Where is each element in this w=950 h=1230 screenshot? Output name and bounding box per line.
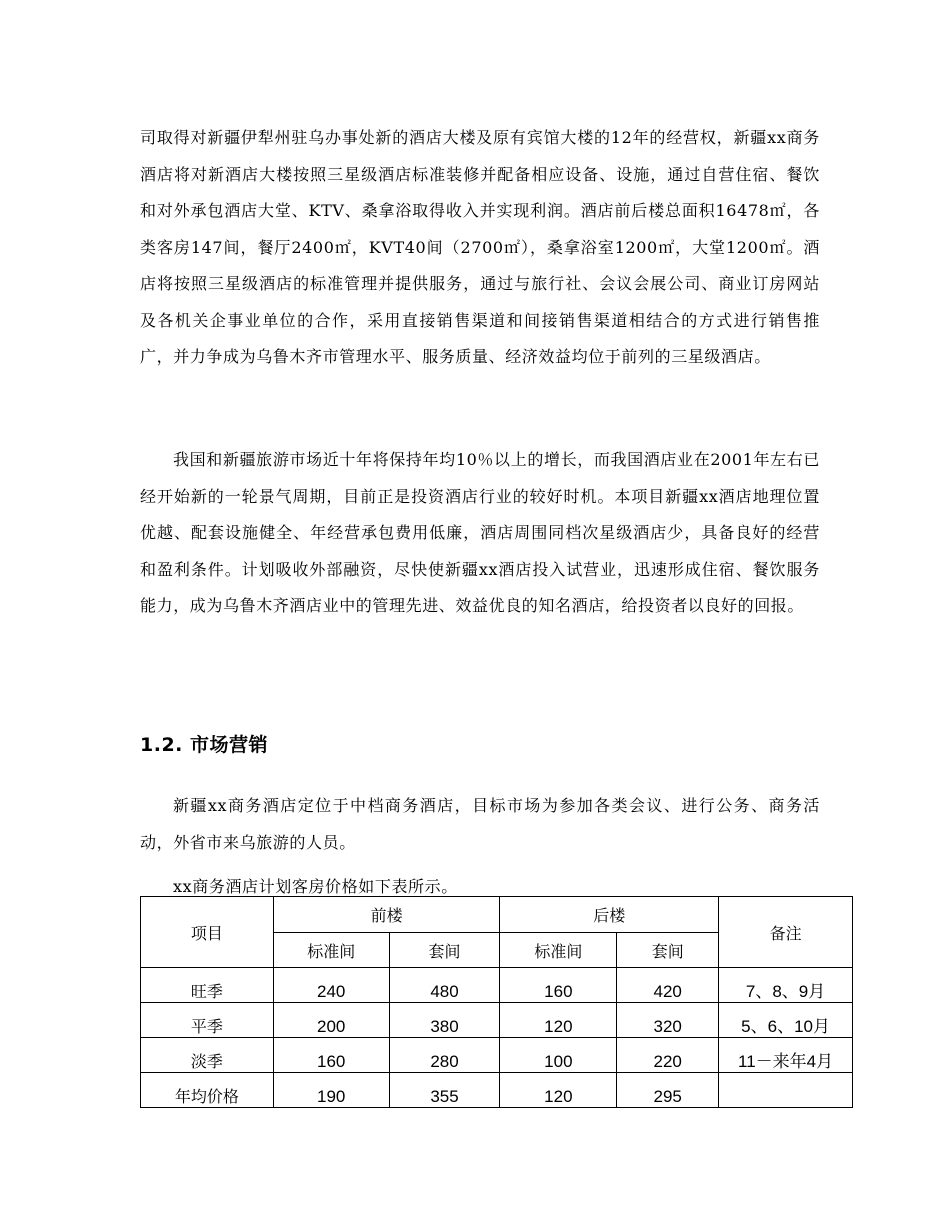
cell-note bbox=[719, 1073, 853, 1108]
cell-back-suite: 320 bbox=[617, 1003, 719, 1038]
cell-front-standard: 160 bbox=[273, 1038, 389, 1073]
row-label: 旺季 bbox=[141, 968, 274, 1003]
cell-note: 5、6、10月 bbox=[719, 1003, 853, 1038]
room-price-table bbox=[140, 896, 853, 1108]
header-front-building: 前楼 bbox=[273, 897, 500, 933]
body-paragraph-2: 我国和新疆旅游市场近十年将保持年均10％以上的增长，而我国酒店业在2001年左右已经开始新的一轮景气周期，目前正是投资酒店行业的较好时机。本项目新疆xx酒店地理位置优越、配套设施健全、年经营承包费用低廉，酒店周围同档次星级酒店少，具备良好的经营和盈利条件。计划吸收外部融资，尽快使新疆xx酒店投入试营业，迅速形成住宿、餐饮服务能力，成为乌鲁木齐酒店业中的管理先进、效益优良的知名酒店，给投资者以良好的回报。 bbox=[140, 450, 820, 615]
row-label: 淡季 bbox=[141, 1038, 274, 1073]
cell-front-suite: 480 bbox=[389, 968, 500, 1003]
header-front-suite: 套间 bbox=[389, 933, 500, 968]
cell-note: 7、8、9月 bbox=[719, 968, 853, 1003]
header-item: 项目 bbox=[141, 897, 274, 968]
cell-back-standard: 160 bbox=[500, 968, 617, 1003]
cell-front-standard: 240 bbox=[273, 968, 389, 1003]
cell-back-suite: 295 bbox=[617, 1073, 719, 1108]
header-back-building: 后楼 bbox=[500, 897, 719, 933]
table-row bbox=[141, 1003, 853, 1038]
cell-note: 11－来年4月 bbox=[719, 1038, 853, 1073]
table-row bbox=[141, 968, 853, 1003]
table-row bbox=[141, 1073, 853, 1108]
cell-back-suite: 220 bbox=[617, 1038, 719, 1073]
row-label: 平季 bbox=[141, 1003, 274, 1038]
header-note: 备注 bbox=[719, 897, 853, 968]
header-back-suite: 套间 bbox=[617, 933, 719, 968]
cell-front-suite: 380 bbox=[389, 1003, 500, 1038]
cell-back-standard: 100 bbox=[500, 1038, 617, 1073]
cell-front-suite: 280 bbox=[389, 1038, 500, 1073]
table-header-row bbox=[141, 897, 853, 933]
cell-back-standard: 120 bbox=[500, 1003, 617, 1038]
cell-back-standard: 120 bbox=[500, 1073, 617, 1108]
body-paragraph-1: 司取得对新疆伊犁州驻乌办事处新的酒店大楼及原有宾馆大楼的12年的经营权，新疆xx商务酒店将对新酒店大楼按照三星级酒店标准装修并配备相应设备、设施，通过自营住宿、餐饮和对外承包酒店大堂、KTV、桑拿浴取得收入并实现利润。酒店前后楼总面积16478㎡，各类客房147间，餐厅2400㎡，KVT40间（2700㎡），桑拿浴室1200㎡，大堂1200㎡。酒店将按照三星级酒店的标准管理并提供服务，通过与旅行社、会议会展公司、商业订房网站及各机关企事业单位的合作，采用直接销售渠道和间接销售渠道相结合的方式进行销售推广，并力争成为乌鲁木齐市管理水平、服务质量、经济效益均位于前列的三星级酒店。 bbox=[140, 128, 820, 366]
cell-front-suite: 355 bbox=[389, 1073, 500, 1108]
header-front-standard: 标准间 bbox=[273, 933, 389, 968]
cell-front-standard: 190 bbox=[273, 1073, 389, 1108]
cell-front-standard: 200 bbox=[273, 1003, 389, 1038]
section-heading: 1.2. 市场营销 bbox=[140, 734, 268, 756]
table-row bbox=[141, 1038, 853, 1073]
header-back-standard: 标准间 bbox=[500, 933, 617, 968]
section-paragraph: 新疆xx商务酒店定位于中档商务酒店，目标市场为参加各类会议、进行公务、商务活动，外省市来乌旅游的人员。 bbox=[140, 796, 820, 852]
cell-back-suite: 420 bbox=[617, 968, 719, 1003]
table-caption: xx商务酒店计划客房价格如下表所示。 bbox=[173, 877, 458, 896]
row-label: 年均价格 bbox=[141, 1073, 274, 1108]
